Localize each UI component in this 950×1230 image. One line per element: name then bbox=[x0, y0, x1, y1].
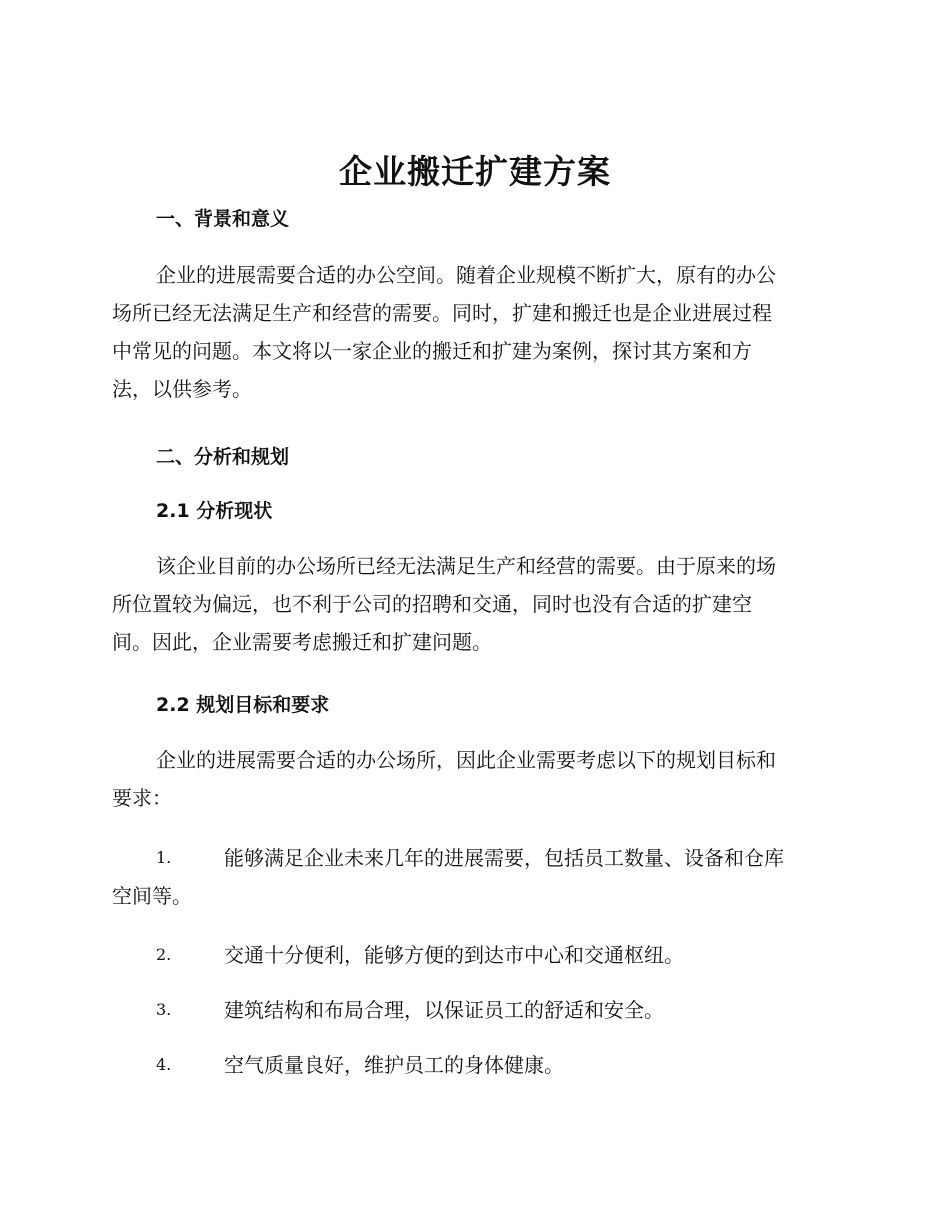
paragraph-line: 场所已经无法满足生产和经营的需要。同时，扩建和搬迁也是企业进展过程 bbox=[112, 301, 772, 325]
paragraph-goals bbox=[112, 741, 837, 817]
paragraph-background bbox=[112, 256, 837, 408]
subsection-heading-current-status: 2.1 分析现状 bbox=[156, 500, 273, 522]
list-item bbox=[112, 1046, 837, 1084]
paragraph-current-status bbox=[112, 547, 837, 661]
section-heading-analysis: 二、分析和规划 bbox=[156, 446, 290, 468]
section-heading-background: 一、背景和意义 bbox=[156, 208, 290, 230]
paragraph-line: 企业的进展需要合适的办公场所，因此企业需要考虑以下的规划目标和 bbox=[156, 748, 776, 772]
document-title: 企业搬迁扩建方案 bbox=[339, 152, 611, 191]
paragraph-line: 企业的进展需要合适的办公空间。随着企业规模不断扩大，原有的办公 bbox=[156, 263, 776, 287]
list-number: 2. bbox=[156, 945, 172, 964]
paragraph-line: 要求： bbox=[112, 786, 172, 810]
list-item bbox=[112, 936, 837, 974]
paragraph-line: 间。因此，企业需要考虑搬迁和扩建问题。 bbox=[112, 630, 492, 654]
subsection-heading-goals: 2.2 规划目标和要求 bbox=[156, 694, 330, 716]
list-number: 1. bbox=[156, 848, 172, 867]
list-item bbox=[112, 991, 837, 1029]
list-item-text: 空气质量良好，维护员工的身体健康。 bbox=[224, 1053, 564, 1077]
paragraph-line: 所位置较为偏远，也不利于公司的招聘和交通，同时也没有合适的扩建空 bbox=[112, 592, 752, 616]
list-number: 3. bbox=[156, 1000, 172, 1019]
paragraph-line: 中常见的问题。本文将以一家企业的搬迁和扩建为案例，探讨其方案和方 bbox=[112, 339, 752, 363]
list-item bbox=[112, 839, 837, 915]
list-item-text: 空间等。 bbox=[112, 884, 192, 908]
list-item-text: 建筑结构和布局合理，以保证员工的舒适和安全。 bbox=[224, 998, 664, 1022]
list-number: 4. bbox=[156, 1055, 172, 1074]
list-item-text: 能够满足企业未来几年的进展需要，包括员工数量、设备和仓库 bbox=[224, 846, 784, 870]
paragraph-line: 法，以供参考。 bbox=[112, 377, 252, 401]
list-item-text: 交通十分便利，能够方便的到达市中心和交通枢纽。 bbox=[224, 943, 684, 967]
paragraph-line: 该企业目前的办公场所已经无法满足生产和经营的需要。由于原来的场 bbox=[156, 554, 776, 578]
